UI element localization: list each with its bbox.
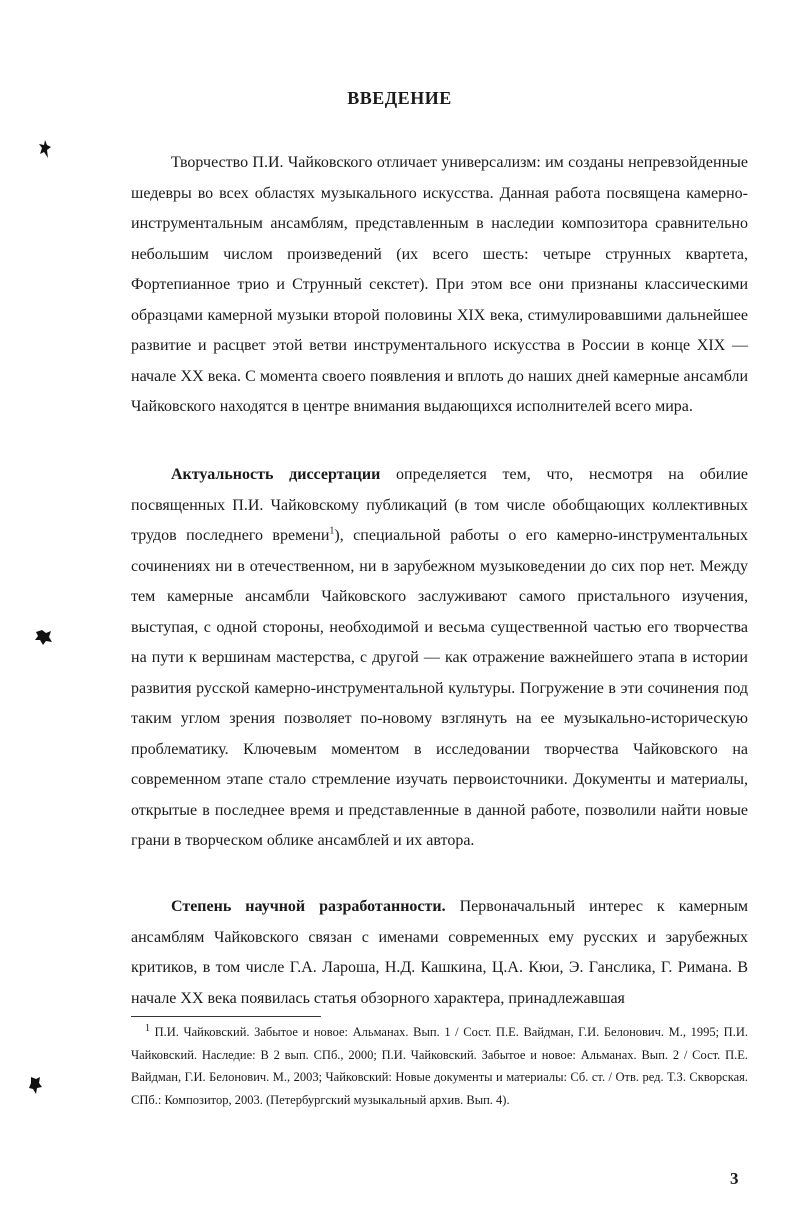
research-degree-heading: Степень научной разработанности.	[171, 898, 446, 915]
footnote	[131, 1021, 748, 1111]
page-number: 3	[730, 1169, 739, 1188]
paragraph-relevance	[131, 460, 748, 857]
footnote-text: П.И. Чайковский. Забытое и новое: Альманах. Вып. 1 / Сост. П.Е. Вайдман, Г.И. Белонович. М., 1995; П.И. Чайковский. Наследие: В 2 вып. СПб., 2000; П.И. Чайковский. Забытое и новое: Альманах. Вып. 2 / Сост. П.Е. Вайдман, Г.И. Белонович. М., 2003; Чайковский: Новые документы и материалы: Сб. ст. / Отв. ред. Т.З. Скворская. СПб.: Композитор, 2003. (Петербургский музыкальный архив. Вып. 4).	[131, 1025, 748, 1107]
paragraph-research-degree	[131, 892, 748, 1014]
footnote-number: 1	[145, 1022, 150, 1034]
research-degree-text: Первоначальный интерес к камерным ансамблям Чайковского связан с именами современных ему русских и зарубежных критиков, в том числе Г.А. Лароша, Н.Д. Кашкина, Ц.А. Кюи, Э. Ганслика, Г. Римана. В начале XX века появилась статья обзорного характера, принадлежавшая	[131, 898, 748, 1007]
footnote-divider	[131, 1016, 321, 1017]
scan-artifact-mark	[38, 140, 52, 158]
relevance-heading: Актуальность диссертации	[171, 466, 381, 483]
footnote-reference: 1	[329, 525, 335, 537]
scan-artifact-mark	[28, 1076, 42, 1094]
paragraph-intro: Творчество П.И. Чайковского отличает универсализм: им созданы непревзойденные шедевры во всех областях музыкального искусства. Данная работа посвящена камерно-инструментальным ансамблям, представленным в наследии композитора сравнительно небольшим числом произведений (их всего шесть: четыре струнных квартета, Фортепианное трио и Струнный секстет). При этом все они признаны классическими образцами камерной музыки второй половины XIX века, стимулировавшими дальнейшее развитие и расцвет этой ветви инструментального искусства в России в конце XIX — начале XX века. С момента своего появления и вплоть до наших дней камерные ансамбли Чайковского находятся в центре внимания выдающихся исполнителей всего мира.	[131, 154, 748, 415]
page-title: ВВЕДЕНИЕ	[347, 88, 452, 108]
relevance-text-part2: ), специальной работы о его камерно-инструментальных сочинениях ни в отечественном, ни в зарубежном музыковедении до сих пор нет. Между тем камерные ансамбли Чайковского заслуживают самого пристального изучения, выступая, с одной стороны, необходимой и весьма существенной частью его творчества на пути к вершинам мастерства, с другой — как отражение важнейшего этапа в истории развития русской камерно-инструментальной культуры. Погружение в эти сочинения под таким углом зрения позволяет по-новому взглянуть на ее музыкально-историческую проблематику. Ключевым моментом в исследовании творчества Чайковского на современном этапе стало стремление изучать первоисточники. Документы и материалы, открытые в последнее время и представленные в данной работе, позволили найти новые грани в творческом облике ансамблей и их автора.	[131, 527, 748, 849]
scan-artifact-mark	[34, 628, 52, 646]
relevance-text-part1: определяется тем, что, несмотря на обилие посвященных П.И. Чайковскому публикаций (в том числе обобщающих коллективных трудов последнего времени	[131, 466, 748, 544]
